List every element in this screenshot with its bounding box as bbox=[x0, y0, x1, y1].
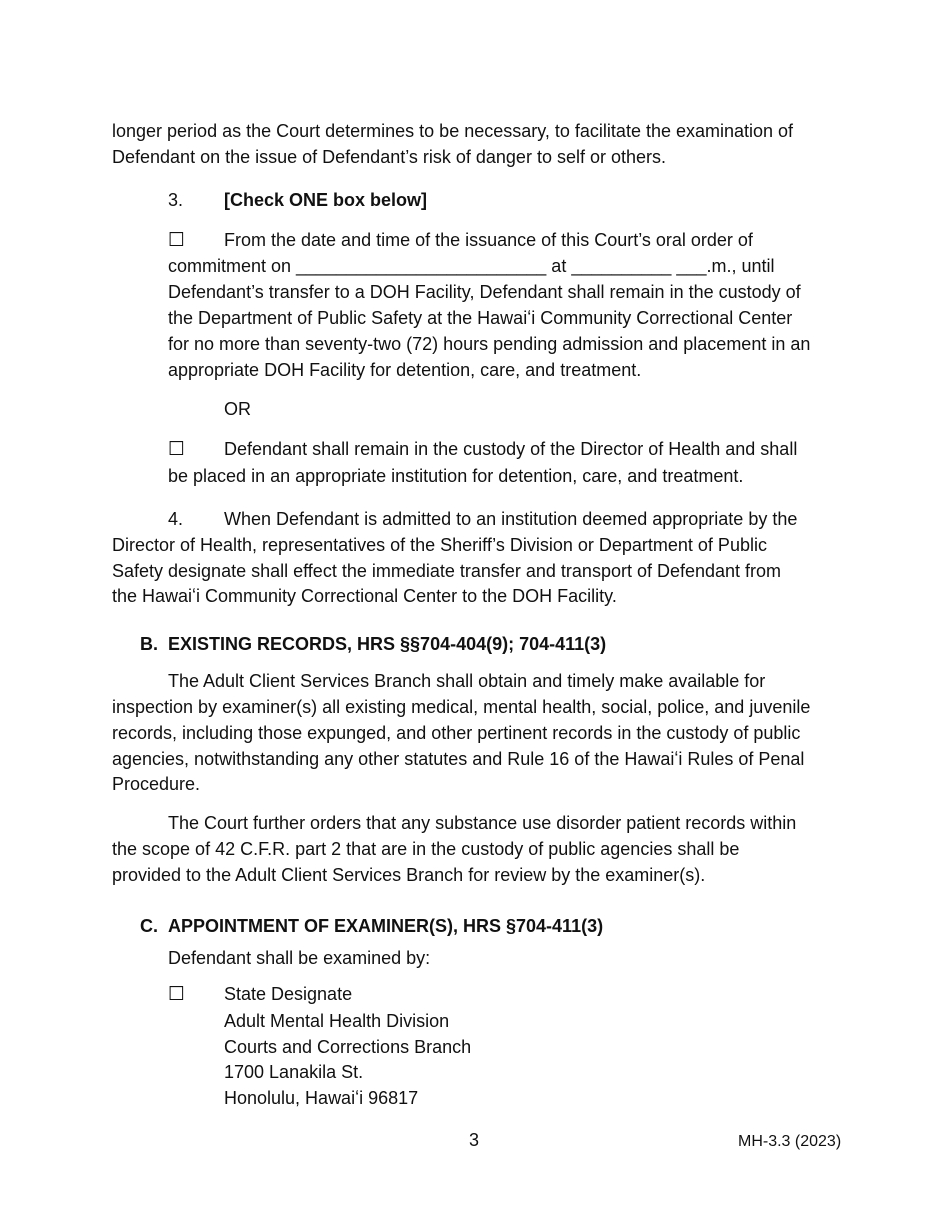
examiner-line: Courts and Corrections Branch bbox=[224, 1037, 472, 1057]
item-4-line: Safety designate shall effect the immediate transfer and transport of Defendant from bbox=[112, 561, 782, 581]
section-b-para1-line: agencies, notwithstanding any other statutes and Rule 16 of the Hawaiʻi Rules of Penal bbox=[112, 749, 805, 769]
section-c-letter: C. bbox=[140, 916, 158, 936]
form-id: MH-3.3 (2023) bbox=[738, 1133, 842, 1150]
option-1-line: From the date and time of the issuance of this Court’s oral order of bbox=[224, 230, 753, 250]
item-4-line: the Hawaiʻi Community Correctional Center to the DOH Facility. bbox=[112, 586, 617, 606]
section-b-heading: EXISTING RECORDS, HRS §§704-404(9); 704-411(3) bbox=[168, 634, 607, 654]
option-2-line: be placed in an appropriate institution for detention, care, and treatment. bbox=[168, 466, 744, 486]
examiner-line: State Designate bbox=[224, 984, 353, 1004]
or-label: OR bbox=[224, 399, 251, 419]
option-1-line: commitment on _________________________ at __________ ___.m., until bbox=[168, 256, 775, 276]
section-b-para1-line: Procedure. bbox=[112, 774, 201, 794]
page-number: 3 bbox=[469, 1130, 480, 1150]
item-3-number: 3. bbox=[168, 190, 184, 210]
option-1-checkbox[interactable]: ☐ bbox=[168, 229, 186, 251]
section-b-para1-line: inspection by examiner(s) all existing medical, mental health, social, police, and juvenile bbox=[112, 697, 811, 717]
option-2-checkbox[interactable]: ☐ bbox=[168, 438, 186, 460]
item-3-instruction: [Check ONE box below] bbox=[224, 190, 428, 210]
option-1-line: Defendant’s transfer to a DOH Facility, Defendant shall remain in the custody of bbox=[168, 282, 801, 302]
intro-line: Defendant on the issue of Defendant’s risk of danger to self or others. bbox=[112, 147, 667, 167]
section-b-para1-line: The Adult Client Services Branch shall obtain and timely make available for bbox=[168, 671, 766, 691]
section-b-letter: B. bbox=[140, 634, 158, 654]
option-1-line: appropriate DOH Facility for detention, care, and treatment. bbox=[168, 360, 642, 380]
intro-line: longer period as the Court determines to be necessary, to facilitate the examination of bbox=[112, 121, 794, 141]
section-b-para2-line: the scope of 42 C.F.R. part 2 that are in the custody of public agencies shall be bbox=[112, 839, 740, 859]
item-4-number: 4. bbox=[168, 509, 184, 529]
option-2-line: Defendant shall remain in the custody of the Director of Health and shall bbox=[224, 439, 798, 459]
examiner-line: Adult Mental Health Division bbox=[224, 1011, 450, 1031]
item-4-line: Director of Health, representatives of the Sheriff’s Division or Department of Public bbox=[112, 535, 767, 555]
option-1-line: for no more than seventy-two (72) hours pending admission and placement in an bbox=[168, 334, 811, 354]
section-b-para2-line: provided to the Adult Client Services Branch for review by the examiner(s). bbox=[112, 865, 706, 885]
examiner-checkbox[interactable]: ☐ bbox=[168, 983, 186, 1005]
item-4-line: When Defendant is admitted to an institution deemed appropriate by the bbox=[224, 509, 798, 529]
section-b-para2-line: The Court further orders that any substance use disorder patient records within bbox=[168, 813, 797, 833]
section-c-heading: APPOINTMENT OF EXAMINER(S), HRS §704-411(3) bbox=[168, 916, 604, 936]
option-1-line: the Department of Public Safety at the Hawaiʻi Community Correctional Center bbox=[168, 308, 793, 328]
section-c-intro: Defendant shall be examined by: bbox=[168, 948, 431, 968]
section-b-para1-line: records, including those expunged, and other pertinent records in the custody of public bbox=[112, 723, 801, 743]
examiner-line: 1700 Lanakila St. bbox=[224, 1062, 364, 1082]
examiner-line: Honolulu, Hawaiʻi 96817 bbox=[224, 1088, 419, 1108]
